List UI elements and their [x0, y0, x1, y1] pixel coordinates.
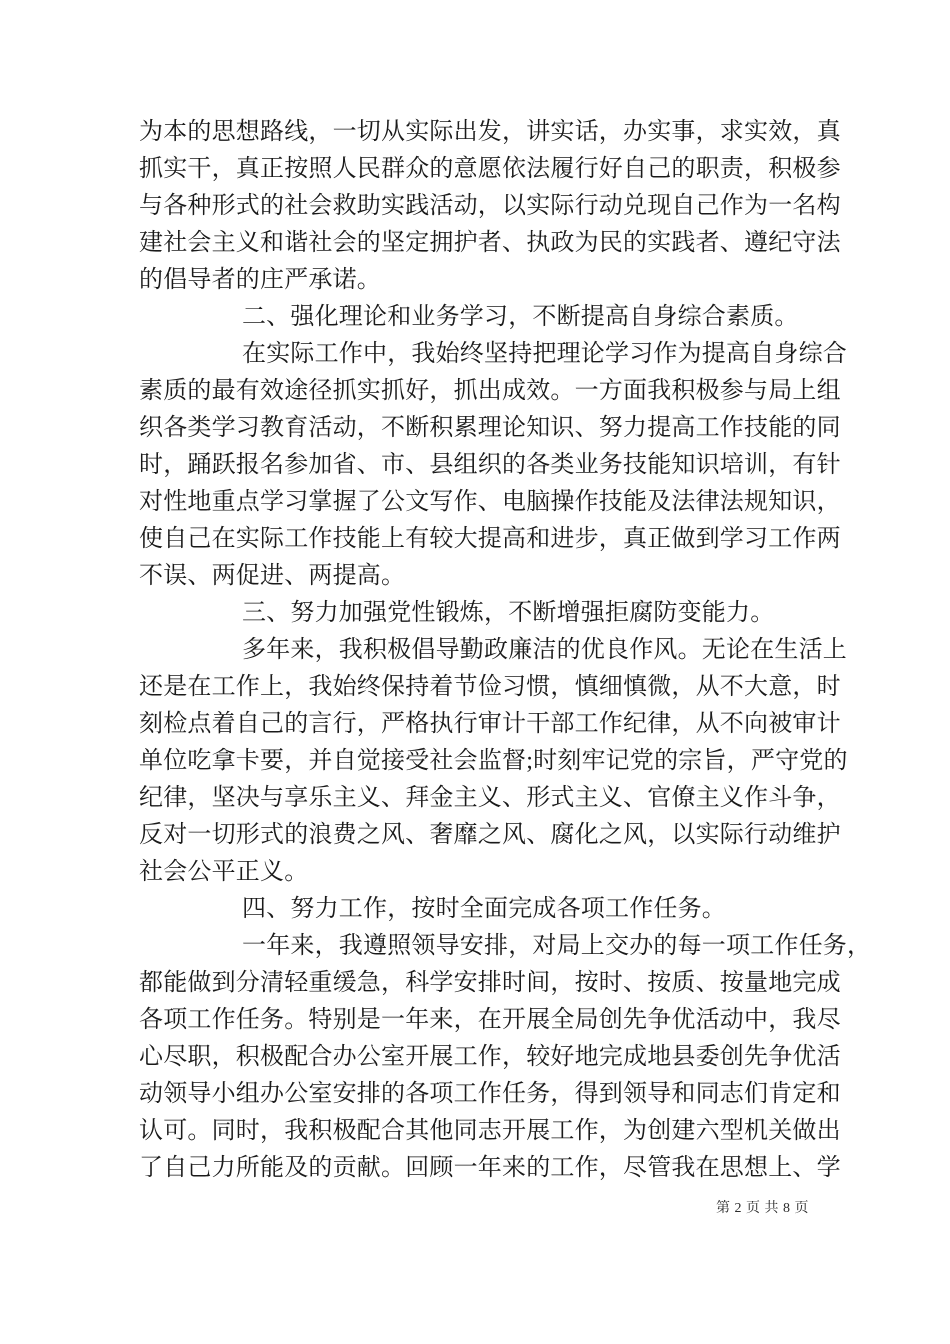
text-line: 反对一切形式的浪费之风、奢靡之风、腐化之风，以实际行动维护 [139, 822, 841, 848]
text-line: 心尽职，积极配合办公室开展工作，较好地完成地县委创先争优活 [139, 1044, 841, 1070]
text-line: 建社会主义和谐社会的坚定拥护者、执政为民的实践者、遵纪守法 [139, 230, 841, 256]
text-line: 了自己力所能及的贡献。回顾一年来的工作，尽管我在思想上、学 [139, 1155, 841, 1181]
text-line: 为本的思想路线，一切从实际出发，讲实话，办实事，求实效，真 [139, 119, 841, 145]
text-line: 认可。同时，我积极配合其他同志开展工作，为创建六型机关做出 [139, 1118, 841, 1144]
text-line: 多年来，我积极倡导勤政廉洁的优良作风。无论在生活上 [242, 637, 847, 663]
text-line: 不误、两促进、两提高。 [139, 563, 406, 589]
section-heading-line: 二、强化理论和业务学习，不断提高自身综合素质。 [242, 304, 799, 330]
text-line: 都能做到分清轻重缓急，科学安排时间，按时、按质、按量地完成 [139, 970, 841, 996]
text-line: 时，踊跃报名参加省、市、县组织的各类业务技能知识培训，有针 [139, 452, 841, 478]
text-line: 纪律，坚决与享乐主义、拜金主义、形式主义、官僚主义作斗争， [139, 785, 841, 811]
text-line: 单位吃拿卡要，并自觉接受社会监督;时刻牢记党的宗旨，严守党的 [139, 748, 848, 774]
section-heading-line: 四、努力工作，按时全面完成各项工作任务。 [242, 896, 726, 922]
text-line: 动领导小组办公室安排的各项工作任务，得到领导和同志们肯定和 [139, 1081, 841, 1107]
text-line: 与各种形式的社会救助实践活动，以实际行动兑现自己作为一名构 [139, 193, 841, 219]
page-number-indicator: 第 2 页 共 8 页 [716, 1201, 809, 1216]
text-line: 还是在工作上，我始终保持着节俭习惯，慎细慎微，从不大意，时 [139, 674, 841, 700]
text-line: 织各类学习教育活动，不断积累理论知识、努力提高工作技能的同 [139, 415, 841, 441]
document-body [139, 114, 872, 1187]
text-line: 一年来，我遵照领导安排，对局上交办的每一项工作任务， [242, 933, 872, 959]
text-line: 刻检点着自己的言行，严格执行审计干部工作纪律，从不向被审计 [139, 711, 841, 737]
section-heading-line: 三、努力加强党性锻炼，不断增强拒腐防变能力。 [242, 600, 775, 626]
text-line: 各项工作任务。特别是一年来，在开展全局创先争优活动中，我尽 [139, 1007, 841, 1033]
text-line: 社会公平正义。 [139, 859, 309, 885]
text-line: 对性地重点学习掌握了公文写作、电脑操作技能及法律法规知识， [139, 489, 841, 515]
text-line: 的倡导者的庄严承诺。 [139, 267, 381, 293]
text-line: 使自己在实际工作技能上有较大提高和进步，真正做到学习工作两 [139, 526, 841, 552]
text-line: 在实际工作中，我始终坚持把理论学习作为提高自身综合 [242, 341, 847, 367]
text-line: 素质的最有效途径抓实抓好，抓出成效。一方面我积极参与局上组 [139, 378, 841, 404]
text-line: 抓实干，真正按照人民群众的意愿依法履行好自己的职责，积极参 [139, 156, 841, 182]
